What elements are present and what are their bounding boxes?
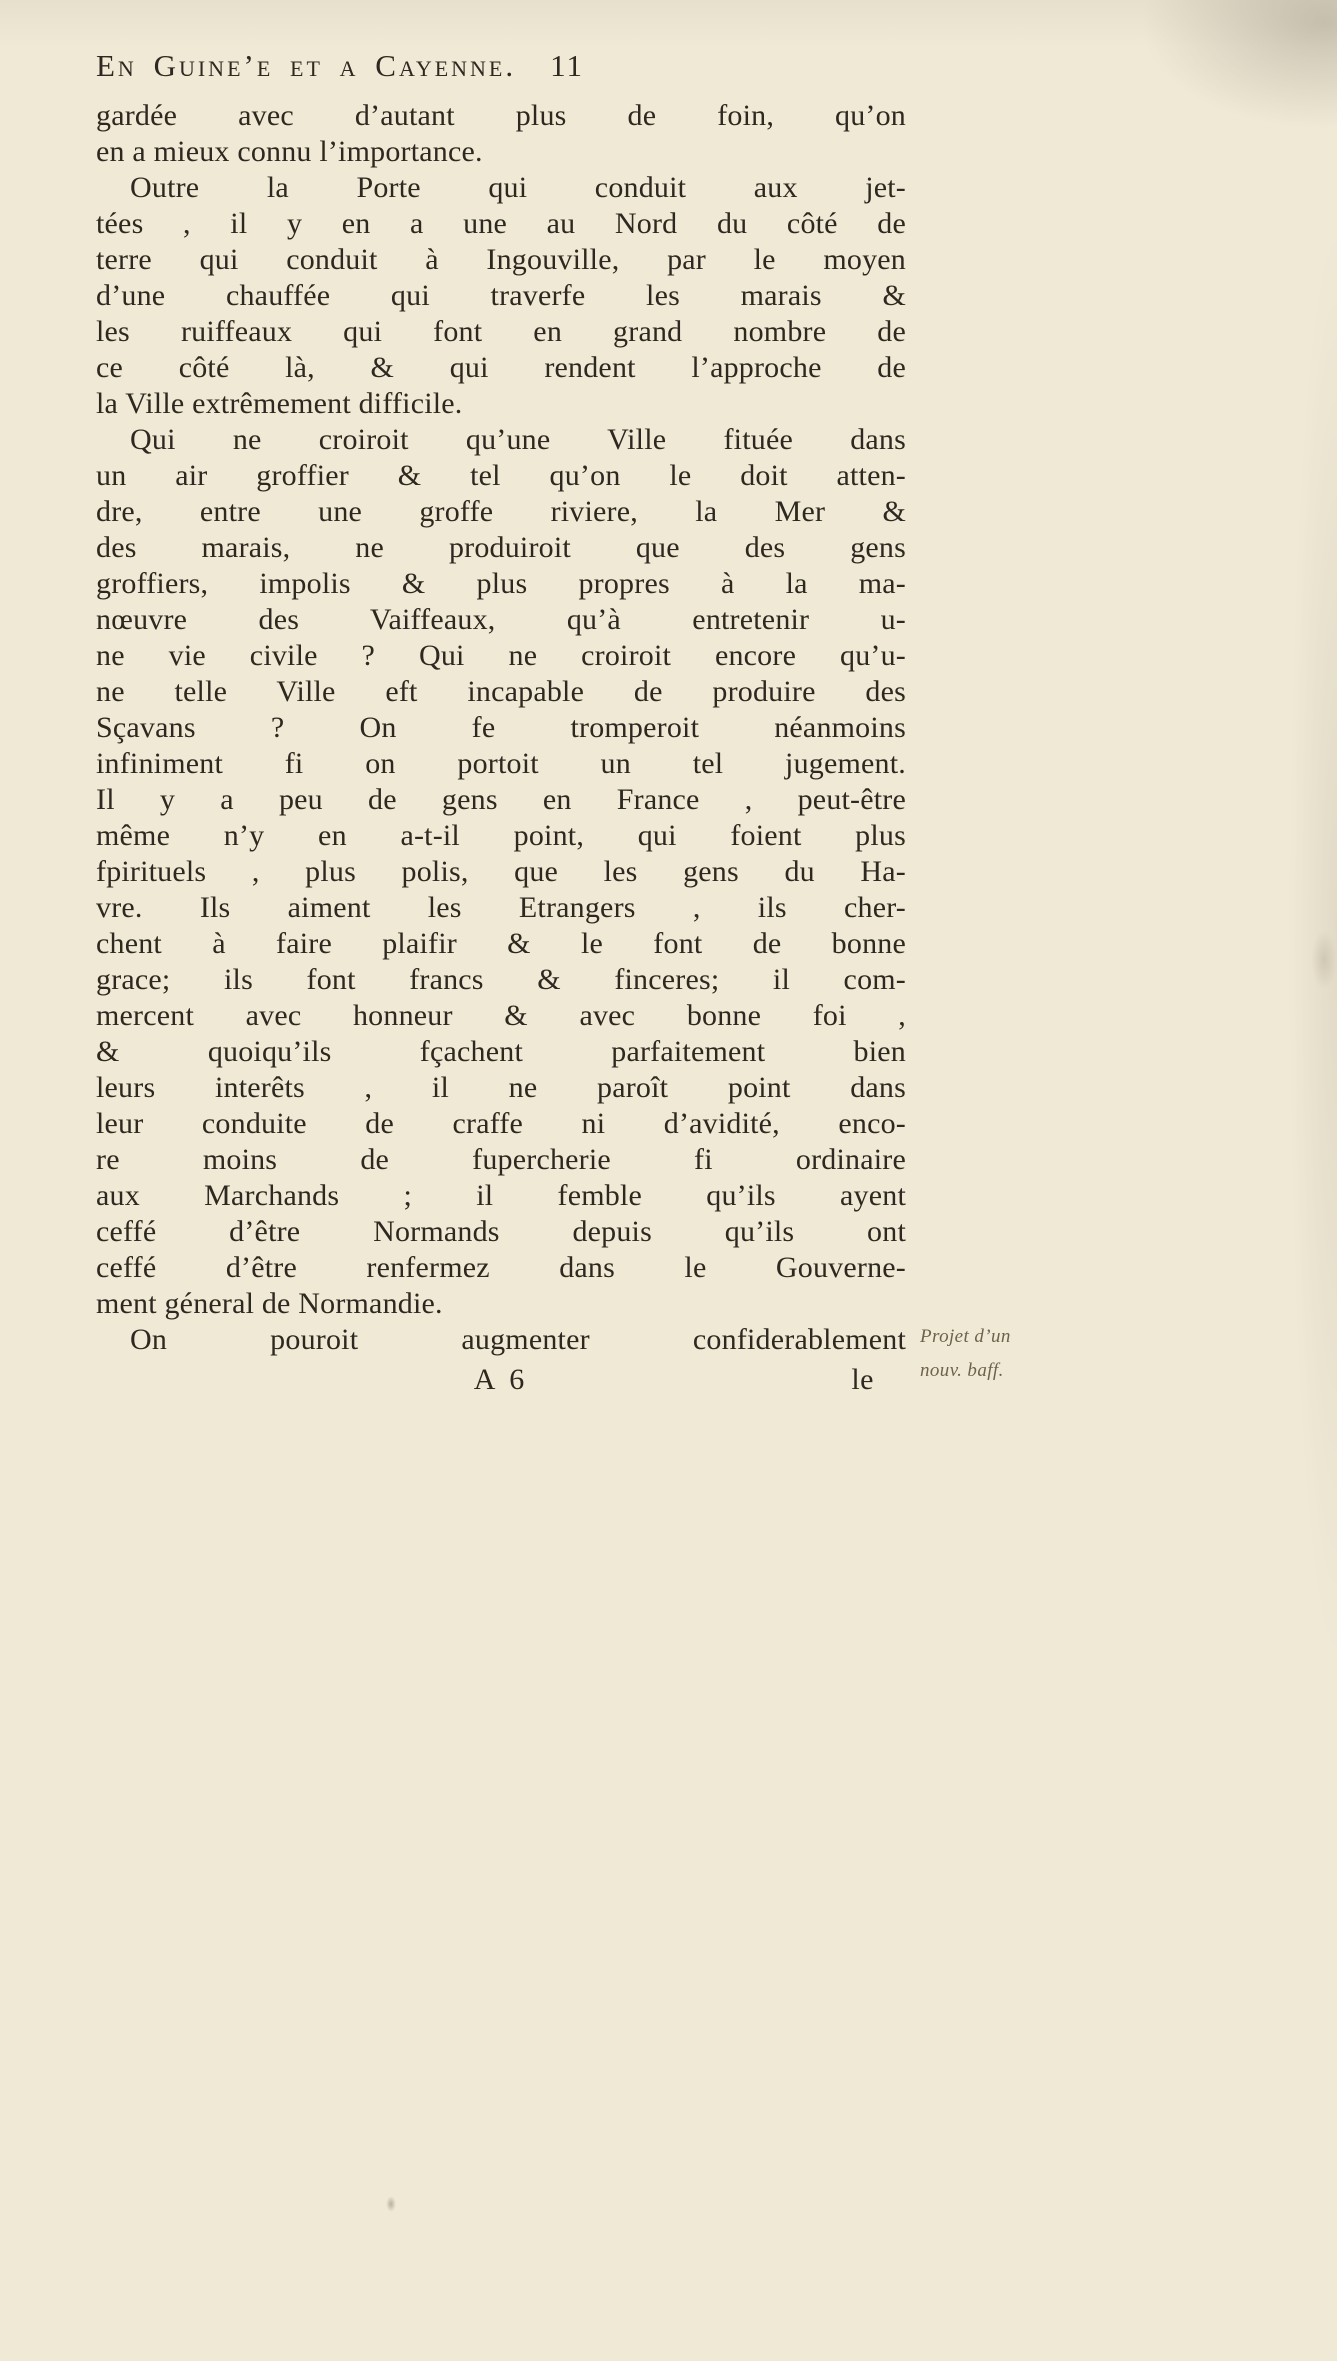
text-line: gardée avec d’autant plus de foin, qu’on <box>96 99 906 132</box>
text-line: Il y a peu de gens en France , peut-être <box>96 783 906 816</box>
paper-stain <box>386 2196 396 2212</box>
text-line: terre qui conduit à Ingouville, par le moyen <box>96 243 906 276</box>
text-line: leurs interêts , il ne paroît point dans <box>96 1071 906 1104</box>
text-line: Sçavans ? On fe tromperoit néanmoins <box>96 711 906 744</box>
page-number: 11 <box>550 48 584 83</box>
text-line: tées , il y en a une au Nord du côté de <box>96 207 906 240</box>
text-line: en a mieux connu l’importance. <box>96 135 483 168</box>
text-line: leur conduite de craffe ni d’avidité, enco- <box>96 1107 906 1140</box>
text-line: dre, entre une groffe riviere, la Mer & <box>96 495 906 528</box>
text-line: Qui ne croiroit qu’une Ville fituée dans <box>130 423 906 456</box>
catchword: le <box>851 1363 874 1396</box>
running-head <box>96 48 906 84</box>
text-line: ment géneral de Normandie. <box>96 1287 443 1320</box>
text-line: ne telle Ville eft incapable de produire des <box>96 675 906 708</box>
marginal-note <box>920 1320 1140 1388</box>
text-line: la Ville extrêmement difficile. <box>96 387 463 420</box>
paper-stain <box>1311 930 1337 990</box>
text-block <box>96 98 906 1358</box>
text-line: groffiers, impolis & plus propres à la ma- <box>96 567 906 600</box>
text-line: fpirituels , plus polis, que les gens du Ha- <box>96 855 906 888</box>
text-line: aux Marchands ; il femble qu’ils ayent <box>96 1179 906 1212</box>
text-line: ceffé d’être renfermez dans le Gouverne- <box>96 1251 906 1284</box>
text-line: nœuvre des Vaiffeaux, qu’à entretenir u- <box>96 603 906 636</box>
text-line: les ruiffeaux qui font en grand nombre de <box>96 315 906 348</box>
text-line: infiniment fi on portoit un tel jugement. <box>96 747 906 780</box>
text-line: re moins de fupercherie fi ordinaire <box>96 1143 906 1176</box>
signature-mark: A 6 <box>473 1363 529 1396</box>
text-line: ceffé d’être Normands depuis qu’ils ont <box>96 1215 906 1248</box>
text-line: ce côté là, & qui rendent l’approche de <box>96 351 906 384</box>
text-line: chent à faire plaifir & le font de bonne <box>96 927 906 960</box>
running-head-title: En Guine’e et a Cayenne. <box>96 48 517 83</box>
text-line: vre. Ils aiment les Etrangers , ils cher- <box>96 891 906 924</box>
text-line: un air groffier & tel qu’on le doit atten- <box>96 459 906 492</box>
marginal-note-line-1: Projet d’un <box>920 1326 1011 1347</box>
marginal-note-line-2: nouv. baff. <box>920 1360 1004 1381</box>
text-line: & quoiqu’ils fçachent parfaitement bien <box>96 1035 906 1068</box>
text-line: ne vie civile ? Qui ne croiroit encore qu’u- <box>96 639 906 672</box>
text-line: d’une chauffée qui traverfe les marais & <box>96 279 906 312</box>
text-line: grace; ils font francs & finceres; il com- <box>96 963 906 996</box>
text-line: même n’y en a-t-il point, qui foient plus <box>96 819 906 852</box>
text-line: Outre la Porte qui conduit aux jet- <box>130 171 906 204</box>
text-line: des marais, ne produiroit que des gens <box>96 531 906 564</box>
footer <box>96 1362 906 1400</box>
text-line: mercent avec honneur & avec bonne foi , <box>96 999 906 1032</box>
text-line: On pouroit augmenter confiderablement <box>130 1323 906 1356</box>
